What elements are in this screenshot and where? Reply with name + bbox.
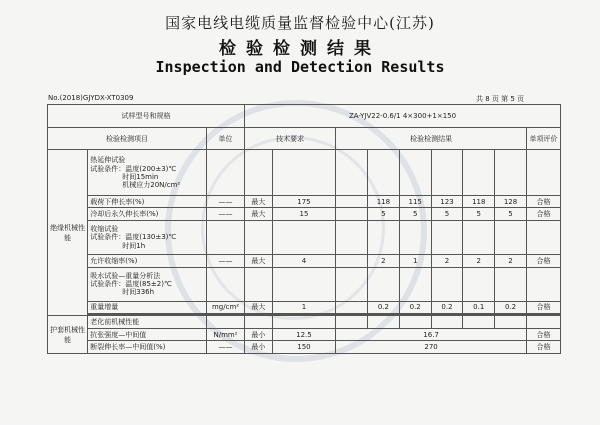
page-info: 共 8 页 第 5 页 <box>476 95 525 103</box>
report-title-cn: 检验检测结果 <box>219 39 381 59</box>
aging-title: 老化前机械性能 <box>88 316 207 329</box>
results-table <box>47 104 561 354</box>
shrink-conditions: 收缩试验 试验条件：温度(130±3)℃ 时间1h <box>88 220 207 254</box>
col-item: 检验检测项目 <box>48 127 207 150</box>
col-results: 检验检测结果 <box>336 127 527 150</box>
category-sheath: 护套机械性能 <box>48 316 88 354</box>
hotset-conditions: 热延伸试验 试验条件：温度(200±3)℃ 时间15min 机械应力20N/cm² <box>88 150 207 195</box>
table-row <box>48 316 561 329</box>
shrink-label: 允许收缩率(%) <box>88 255 207 268</box>
table-row <box>48 150 561 195</box>
col-requirement: 技术要求 <box>245 127 336 150</box>
sample-value: ZA-YJV22-0.6/1 4×300+1×150 <box>245 105 561 128</box>
header-row <box>48 127 561 150</box>
col-verdict: 单项评价 <box>526 127 560 150</box>
category-insulation: 绝缘机械性能 <box>48 150 88 316</box>
table-row: 允许收缩率(%) —— 最大 4 2 1 2 2 2 合格 <box>48 255 561 268</box>
report-number: No.(2018)GJYDX-XT0309 <box>48 94 134 102</box>
organization-title: 国家电线电缆质量监督检验中心(江苏) <box>165 14 435 32</box>
table-row: 冷却后永久伸长率(%) —— 最大 15 5 5 5 5 5 合格 <box>48 208 561 221</box>
water-label: 重量增量 <box>88 301 207 314</box>
water-conditions: 吸水试验—重量分析法 试验条件：温度(85±2)℃ 时间336h <box>88 267 207 301</box>
table-row <box>48 220 561 254</box>
hotset-perm-elong-label: 冷却后永久伸长率(%) <box>88 208 207 221</box>
table-row: 重量增量 mg/cm² 最大 1 0.2 0.2 0.2 0.1 0.2 合格 <box>48 301 561 314</box>
report-title-en: Inspection and Detection Results <box>155 58 445 76</box>
sample-label: 试样型号和规格 <box>48 105 245 128</box>
sample-row <box>48 105 561 128</box>
elongation-label: 断裂伸长率—中间值(%) <box>88 341 207 354</box>
table-row: 载荷下伸长率(%) —— 最大 175 118 115 123 118 128 合格 <box>48 195 561 208</box>
hotset-load-elong-label: 载荷下伸长率(%) <box>88 195 207 208</box>
table-row <box>48 267 561 301</box>
table-row: 抗张强度—中间值 N/mm² 最小 12.5 16.7 合格 <box>48 328 561 341</box>
table-row: 断裂伸长率—中间值(%) —— 最小 150 270 合格 <box>48 341 561 354</box>
col-unit: 单位 <box>206 127 244 150</box>
tensile-label: 抗张强度—中间值 <box>88 328 207 341</box>
